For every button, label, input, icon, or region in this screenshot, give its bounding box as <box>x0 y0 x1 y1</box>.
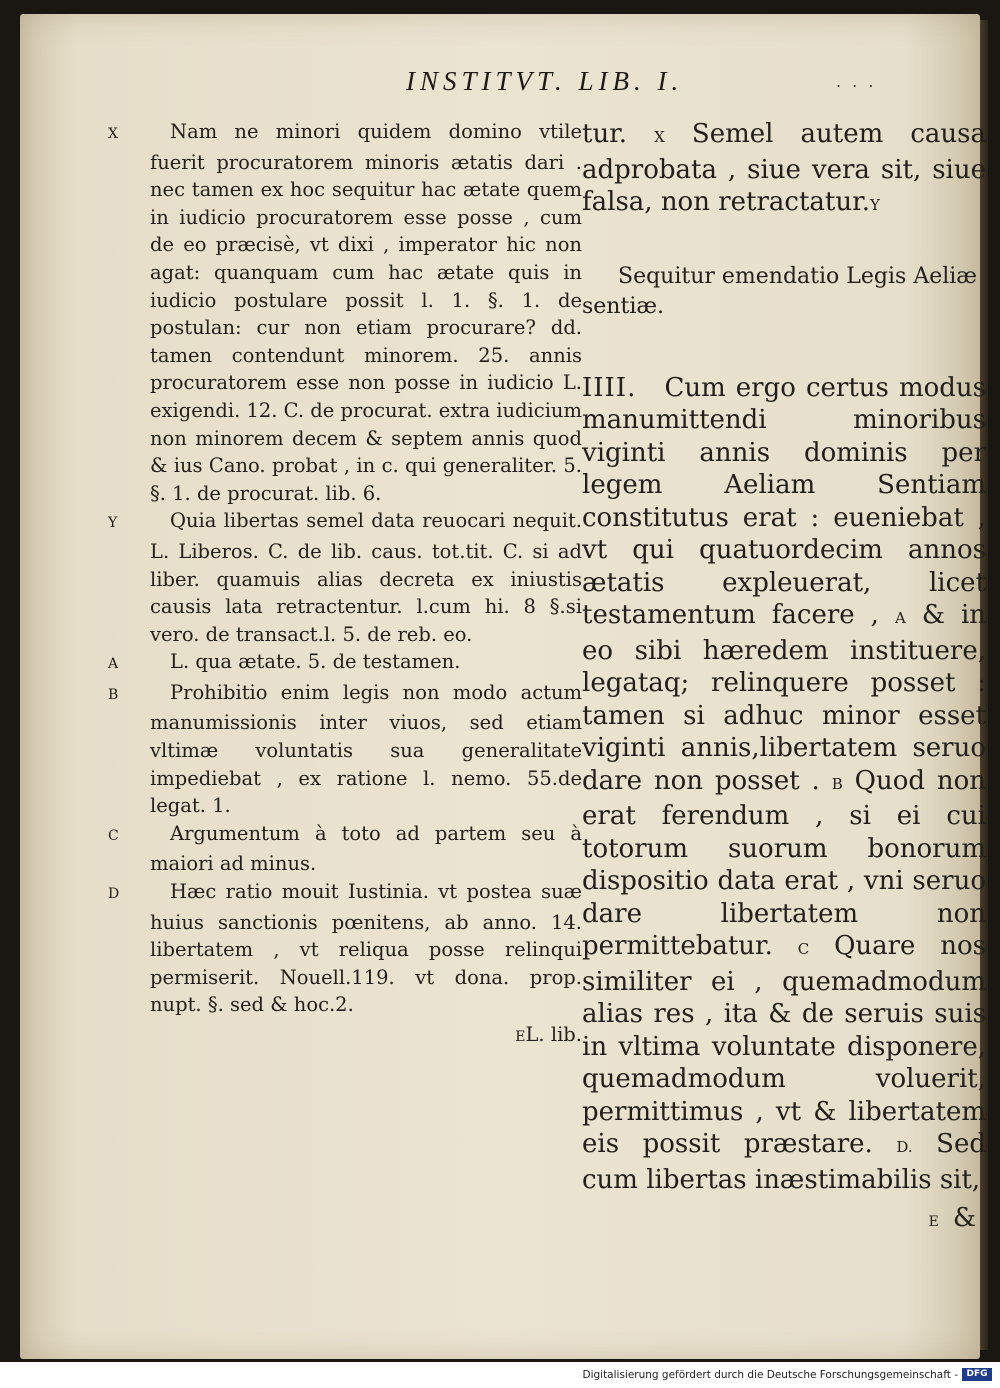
note-ref-a: A <box>894 609 906 627</box>
note-marker: E <box>515 1029 526 1045</box>
funding-credit: Digitalisierung gefördert durch die Deutsche Forschungsgemeinschaft - <box>582 1369 958 1381</box>
note-y <box>108 507 582 648</box>
catchword: L. lib. <box>525 1023 582 1046</box>
right-column-main-text <box>582 118 986 1239</box>
note-text: Hæc ratio mouit Iustinia. vt postea suæ huius sanctionis pœnitens, ab anno. 14. libertatem , vt reliqua posse relinqui permiserit. Nouell.119. vt dona. prop. nupt. §. sed & hoc.2. <box>150 880 582 1017</box>
note-ref-b: B <box>831 774 843 793</box>
note-ref-y: Y <box>869 196 880 214</box>
note-marker: X <box>108 126 119 142</box>
note-text: Nam ne minori quidem domino vtile fuerit procuratorem minoris ætatis dari . nec tamen ex hoc sequitur hac ætate quem in iudicio procuratorem esse posse , cum de eo præcisè, vt dixi , imperator hic non agat: quanquam cum hac ætate quis in iudicio postulare possit l. 1. §. 1. de postulan: cur non etiam procurare? dd. tamen contendunt minorem. 25. annis procuratorem esse non posse in iudicio L. exigendi. 12. C. de procurat. extra iudicium non minorem decem & septem annis quod & ius Cano. probat , in c. qui generaliter. 5. §. 1. de procurat. lib. 6. <box>150 120 582 505</box>
catchword: & <box>952 1203 976 1233</box>
dfg-logo-icon: DFG <box>962 1368 992 1381</box>
main-catchword <box>582 1202 986 1239</box>
note-ref-c: C <box>797 940 810 958</box>
paragraph-part-3: Quod non erat ferendum , si ei cui totorum suorum bonorum dispositio data erat , vni seruo dare libertatem non permittebatur. <box>582 765 987 961</box>
note-ref-x: X <box>654 128 665 146</box>
paragraph-part-4: Quare nos similiter ei , quemadmodum alias res , ita & de seruis suis in vltima voluntate disponere, quemadmodum voluerit, permittimus , vt & libertatem eis possit præstare. <box>582 931 987 1159</box>
paragraph-part-5: Sed cum libertas inæstimabilis sit, <box>582 1129 987 1195</box>
main-intro <box>582 118 986 222</box>
section-number: IIII. <box>582 372 637 403</box>
note-e-catchword <box>150 1021 582 1052</box>
paragraph-part-1: Cum ergo certus modus manumittendi minoribus viginti annis dominis per legem Aeliam Sentiam constitutus erat : eueniebat , vt qui quatuordecim annos ætatis expleuerat, licet testamentum facere , <box>582 372 987 630</box>
note-ref-d: D. <box>896 1138 913 1156</box>
running-title: INSTITVT. LIB. I. <box>406 66 684 96</box>
intro-start: tur. <box>582 119 628 149</box>
paragraph-part-2: & in eo sibi hæredem instituere, legataq; relinquere posset : tamen si adhuc minor esset viginti annis,libertatem seruo dare non posset . <box>582 600 987 796</box>
note-text: Prohibitio enim legis non modo actum manumissionis inter viuos, sed etiam vltimæ voluntatis sua generalitate impediebat , ex ratione l. nemo. 55.de legat. 1. <box>150 680 582 818</box>
note-marker: B <box>108 686 120 703</box>
note-text: L. qua ætate. 5. de testamen. <box>170 650 461 674</box>
section-heading: Sequitur emendatio Legis Aeliæ sentiæ. <box>582 263 977 319</box>
note-text: Argumentum à toto ad partem seu à maiori ad minus. <box>150 821 582 876</box>
note-ref-e: E <box>928 1214 939 1230</box>
footer-bar <box>0 1363 1000 1388</box>
note-x <box>108 118 582 507</box>
note-b <box>108 679 582 820</box>
note-marker: C <box>108 827 120 844</box>
note-marker: Y <box>108 515 119 532</box>
note-marker: A <box>108 656 120 673</box>
corner-mark: . . . <box>836 72 877 91</box>
note-text: Quia libertas semel data reuocari nequit. L. Liberos. C. de lib. caus. tot.tit. C. si ad liber. quamuis alias decreta ex iniustis causis lata retractentur. l.cum hi. 8 §.si vero. de transact.l. 5. de reb. eo. <box>150 509 582 646</box>
note-marker: D <box>108 886 121 903</box>
left-column-notes <box>108 118 582 1052</box>
main-paragraph <box>582 372 986 1197</box>
note-a <box>108 648 582 679</box>
intro-text: Semel autem causa adprobata , siue vera sit, siue falsa, non retractatur. <box>582 119 987 217</box>
note-c <box>108 820 582 878</box>
note-d <box>108 878 582 1019</box>
